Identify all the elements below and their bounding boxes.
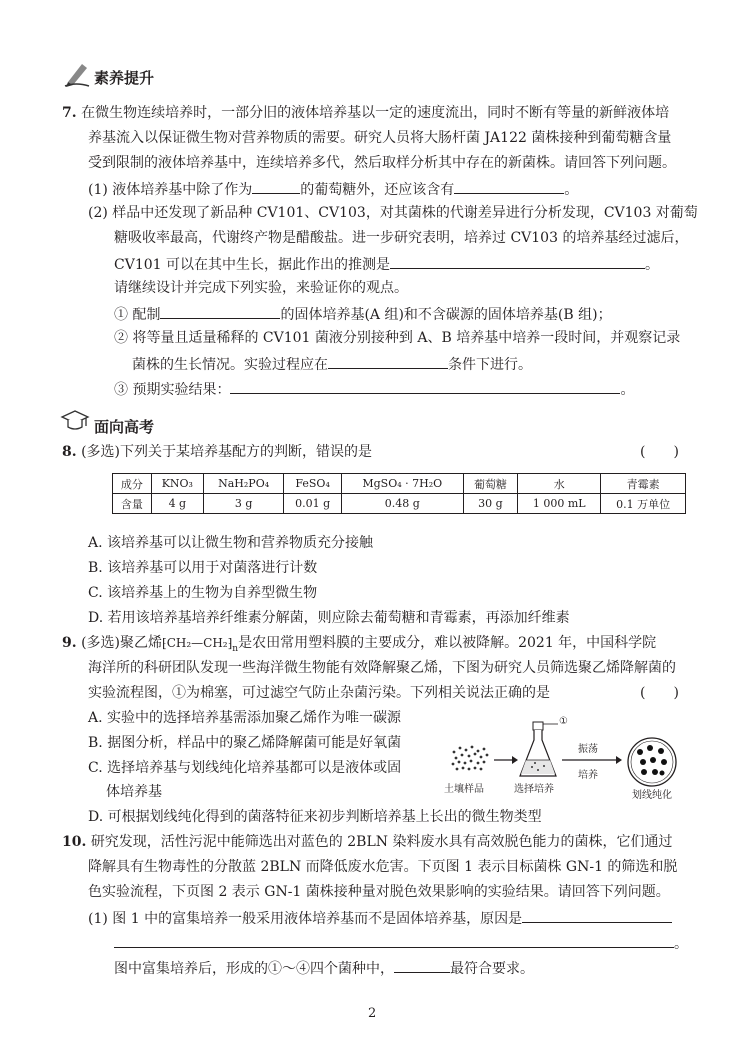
answer-blank	[394, 957, 450, 973]
table-cell: 3 g	[203, 494, 283, 514]
answer-blank	[390, 253, 645, 269]
q7-part1: (1) 液体培养基中除了作为 的葡萄糖外，还应该含有 。	[88, 178, 578, 200]
graduation-cap-icon	[60, 408, 90, 434]
soil-sample-label: 土壤样品	[444, 784, 484, 795]
answer-blank	[230, 378, 620, 394]
table-cell: 4 g	[151, 494, 203, 514]
q7-line-3: 受到限制的液体培养基中，连续培养多代，然后取样分析其中存在的新菌株。请回答下列问题。	[88, 155, 676, 171]
q9-option-a: A. 实验中的选择培养基需添加聚乙烯作为唯一碳源	[88, 710, 402, 726]
selective-culture-label: 选择培养	[514, 784, 554, 795]
table-cell: 青霉素	[601, 474, 686, 494]
q8-option-a: A. 该培养基可以让微生物和营养物质充分接触	[88, 535, 374, 551]
section-title-1: 素养提升	[94, 69, 155, 87]
answer-blank	[522, 907, 672, 923]
soil-sample-dots	[452, 746, 489, 771]
table-cell: 葡萄糖	[463, 474, 518, 494]
q9-line-3: 实验流程图，①为棉塞，可过滤空气防止杂菌污染。下列相关说法正确的是	[88, 685, 550, 701]
shake-culture-label-1: 振荡	[578, 744, 598, 755]
polyethylene-formula: ⁅CH₂—CH₂⁆	[162, 636, 233, 650]
q8-option-b: B. 该培养基可以用于对菌落进行计数	[88, 560, 318, 576]
table-cell: KNO₃	[151, 474, 203, 494]
table-cell: 0.01 g	[284, 494, 342, 514]
table-cell: NaH₂PO₄	[203, 474, 283, 494]
q8-stem: 8. (多选)下列关于某培养基配方的判断，错误的是	[62, 444, 373, 460]
q7-part2-line-2: 糖吸收率最高，代谢终产物是醋酸盐。进一步研究表明，培养过 CV103 的培养基经过滤后，	[114, 230, 689, 246]
answer-blank	[328, 353, 448, 369]
table-cell: MgSO₄ · 7H₂O	[341, 474, 463, 494]
q7-line-1: 7. 在微生物连续培养时，一部分旧的液体培养基以一定的速度流出，同时不断有等量的新鲜液体培	[62, 105, 670, 121]
table-header-row	[113, 474, 686, 494]
q10-part1: (1) 图 1 中的富集培养一般采用液体培养基而不是固体培养基，原因是	[88, 907, 672, 929]
q10-line-2: 降解具有生物毒性的分散蓝 2BLN 而降低废水危害。下页图 1 表示目标菌株 GN-1 的筛选和脱	[88, 859, 678, 875]
q10-line-1: 10. 研究发现，活性污泥中能筛选出对蓝色的 2BLN 染料废水具有高效脱色能力的菌株，它们通过	[62, 834, 673, 850]
q8-option-c: C. 该培养基上的生物为自养型微生物	[88, 585, 318, 601]
q8-answer-paren: ( )	[640, 444, 679, 460]
table-cell: 含量	[113, 494, 152, 514]
table-cell: 成分	[113, 474, 152, 494]
q7-part2-line-1: (2) 样品中还发现了新品种 CV101、CV103，对其菌株的代谢差异进行分析发现，CV103 对葡萄	[88, 205, 698, 221]
q9-option-c-line-1: C. 选择培养基与划线纯化培养基都可以是液体或固	[88, 760, 402, 776]
petri-dish-icon	[628, 738, 676, 786]
cotton-plug-label: ①	[559, 716, 568, 727]
answer-blank	[160, 303, 280, 319]
table-cell: 30 g	[463, 494, 518, 514]
table-row	[113, 494, 686, 514]
page-number: 2	[368, 1006, 377, 1021]
q10-part2: 图中富集培养后，形成的①～④四个菌种中， 最符合要求。	[114, 957, 534, 979]
q8-option-d: D. 若用该培养基培养纤维素分解菌，则应除去葡萄糖和青霉素，再添加纤维素	[88, 610, 570, 626]
table-cell: 0.1 万单位	[601, 494, 686, 514]
answer-blank	[454, 178, 564, 194]
answer-blank	[252, 178, 300, 194]
q7-step-2-line-2: 菌株的生长情况。实验过程应在 条件下进行。	[132, 353, 532, 375]
shake-culture-label-2: 培养	[578, 770, 598, 781]
q9-option-b: B. 据图分析，样品中的聚乙烯降解菌可能是好氧菌	[88, 735, 402, 751]
q9-option-c-line-2: 体培养基	[106, 784, 162, 800]
q9-line-2: 海洋所的科研团队发现一些海洋微生物能有效降解聚乙烯，下图为研究人员筛选聚乙烯降解菌的	[88, 660, 676, 676]
q9-line-1: 9. (多选)聚乙烯$⁅CH_2—CH_2⁆_n$是农田常用塑料膜的主要成分，难以被降解。2021 年，中国科学院	[62, 635, 657, 654]
q10-line-3: 色实验流程，下页图 2 表示 GN-1 菌株接种量对脱色效果影响的实验结果。请回答下列问题。	[88, 884, 670, 900]
section-title-2: 面向高考	[94, 418, 155, 436]
table-cell: 1 000 mL	[518, 494, 601, 514]
q9-answer-paren: ( )	[640, 685, 679, 701]
q7-line-2: 养基流入以保证微生物对营养物质的需要。研究人员将大肠杆菌 JA122 菌株接种到葡萄糖含量	[88, 130, 672, 146]
streak-purification-label: 划线纯化	[632, 790, 672, 801]
conical-flask-icon	[520, 722, 556, 776]
q10-part1-continued: 。	[114, 932, 688, 954]
q7-part2-line-3: CV101 可以在其中生长，据此作出的推测是 。	[114, 253, 659, 275]
pencil-icon	[62, 58, 92, 88]
q9-option-d: D. 可根据划线纯化得到的菌落特征来初步判断培养基上长出的微生物类型	[88, 809, 542, 825]
answer-blank	[114, 932, 674, 948]
table-cell: 水	[518, 474, 601, 494]
q7-step-1: ① 配制 的固体培养基(A 组)和不含碳源的固体培养基(B 组)；	[114, 303, 612, 325]
q7-step-3: ③ 预期实验结果： 。	[114, 378, 634, 400]
table-cell: FeSO₄	[284, 474, 342, 494]
q7-step-2-line-1: ② 将等量且适量稀释的 CV101 菌液分别接种到 A、B 培养基中培养一段时间，并观察记录	[114, 330, 681, 346]
q7-part2-line-4: 请继续设计并完成下列实验，来验证你的观点。	[114, 280, 408, 296]
table-cell: 0.48 g	[341, 494, 463, 514]
medium-formula-table	[112, 473, 686, 514]
